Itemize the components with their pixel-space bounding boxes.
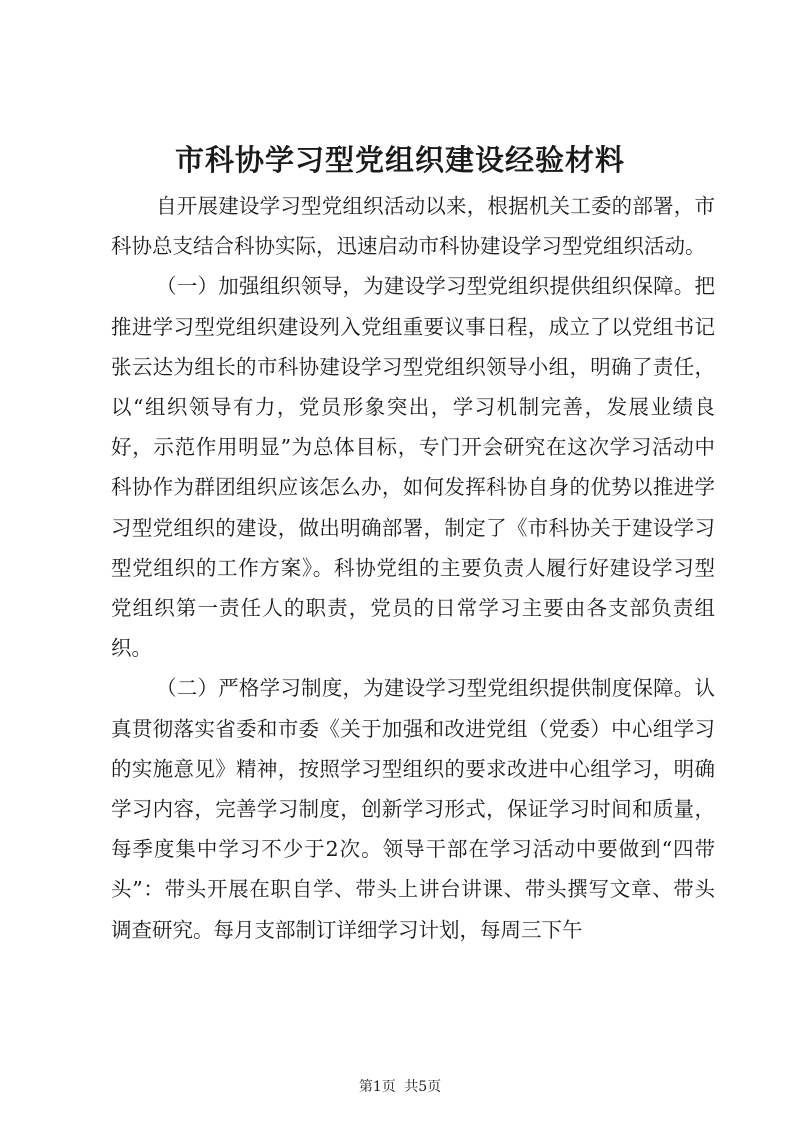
page-total: 共5页 (404, 1079, 442, 1095)
document-title: 市科协学习型党组织建设经验材料 (174, 143, 625, 177)
intro-paragraph: 自开展建设学习型党组织活动以来，根据机关工委的部署，市科协总支结合科协实际，迅速启动市科协建设学习型党组织活动。 (111, 194, 715, 259)
section-two-paragraph: （二）严格学习制度，为建设学习型党组织提供制度保障。认真贯彻落实省委和市委《关于加强和改进党组（党委）中心组学习的实施意见》精神，按照学习型组织的要求改进中心组学习，明确学习内容，完善学习制度，创新学习形式，保证学习时间和质量，每季度集中学习不少于2次。领导干部在学习活动中要做到“四带头”：带头开展在职自学、带头上讲台讲课、带头撰写文章、带头调查研究。每月支部制订详细学习计划，每周三下午 (111, 676, 715, 942)
page-number: 第1页 (358, 1079, 396, 1095)
document-body (111, 186, 715, 950)
section-one-paragraph: （一）加强组织领导，为建设学习型党组织提供组织保障。把推进学习型党组织建设列入党组重要议事日程，成立了以党组书记张云达为组长的市科协建设学习型党组织领导小组，明确了责任，以“组织领导有力，党员形象突出，学习机制完善，发展业绩良好，示范作用明显”为总体目标，专门开会研究在这次学习活动中科协作为群团组织应该怎么办，如何发挥科协自身的优势以推进学习型党组织的建设，做出明确部署，制定了《市科协关于建设学习型党组织的工作方案》。科协党组的主要负责人履行好建设学习型党组织第一责任人的职责，党员的日常学习主要由各支部负责组织。 (111, 274, 715, 661)
page-footer (0, 1078, 800, 1096)
